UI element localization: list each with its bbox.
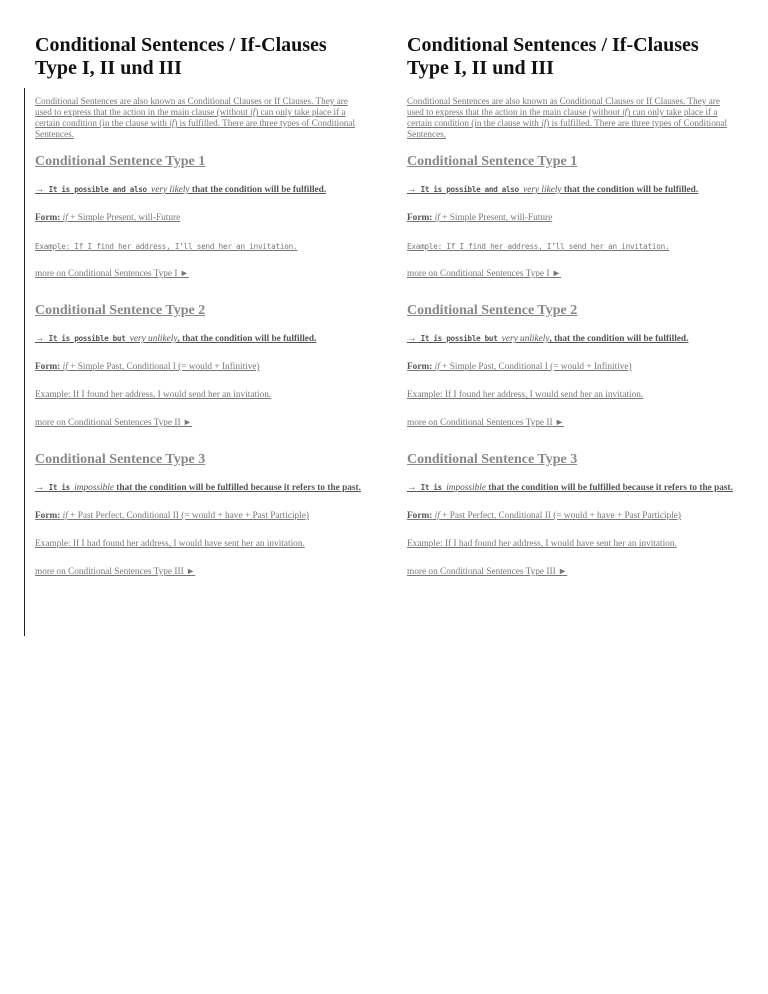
section-heading: Conditional Sentence Type 1 xyxy=(35,154,206,169)
intro-if-2: if xyxy=(169,118,175,128)
example-line: Example: If I found her address, I would send her an invitation. xyxy=(407,390,644,400)
example-line: Example: If I had found her address, I would have sent her an invitation. xyxy=(35,539,305,549)
margin-rule xyxy=(24,88,25,636)
form-label: Form: xyxy=(35,213,61,223)
form-if: if xyxy=(434,511,440,521)
lead-text-b: that the condition will be fulfilled. xyxy=(189,185,327,195)
section-heading: Conditional Sentence Type 2 xyxy=(407,303,578,318)
form-line xyxy=(35,511,365,522)
form-if: if xyxy=(434,213,440,223)
form-line xyxy=(407,362,737,373)
lead-text-b: that the condition will be fulfilled because it refers to the past. xyxy=(113,483,361,493)
section-type-3 xyxy=(35,452,365,578)
form-rest: + Simple Past, Conditional I (= would + Infinitive) xyxy=(439,362,632,372)
example-line: Example: If I had found her address, I would have sent her an invitation. xyxy=(407,539,677,549)
lead-emphasis: impossible xyxy=(446,483,486,493)
more-link-type-3[interactable]: more on Conditional Sentences Type III ► xyxy=(407,567,568,577)
condition-description xyxy=(407,482,737,494)
title-line-2: Type I, II und III xyxy=(35,57,182,79)
lead-text-a: It is possible and also xyxy=(416,185,524,194)
lead-text-b: , that the condition will be fulfilled. xyxy=(177,334,317,344)
lead-emphasis: impossible xyxy=(74,483,114,493)
intro-paragraph xyxy=(35,96,365,140)
intro-paragraph xyxy=(407,96,737,140)
section-type-2 xyxy=(35,303,365,429)
page-title xyxy=(407,34,737,80)
example-line: Example: If I find her address, I’ll send her an invitation. xyxy=(35,242,298,251)
condition-description xyxy=(35,333,365,345)
arrow-icon: → xyxy=(35,185,45,195)
lead-emphasis: very likely xyxy=(523,185,562,195)
more-link-type-2[interactable]: more on Conditional Sentences Type II ► xyxy=(407,418,565,428)
lead-emphasis: very unlikely xyxy=(501,334,550,344)
lead-text-a: It is possible but xyxy=(416,334,502,343)
arrow-icon: → xyxy=(35,334,45,344)
arrow-icon: → xyxy=(35,483,45,493)
section-heading: Conditional Sentence Type 3 xyxy=(35,452,206,467)
form-line xyxy=(35,213,365,224)
section-type-3 xyxy=(407,452,737,578)
page-title xyxy=(35,34,365,80)
form-label: Form: xyxy=(35,362,61,372)
lead-emphasis: very likely xyxy=(151,185,190,195)
form-label: Form: xyxy=(407,362,433,372)
intro-text-a: Conditional Sentences are also known as Conditional Clauses or If Clauses. They are used to express that the action in the main clause (without xyxy=(407,96,720,117)
form-if: if xyxy=(62,213,68,223)
form-rest: + Past Perfect, Conditional II (= would + have + Past Participle) xyxy=(67,511,310,521)
example-line: Example: If I found her address, I would send her an invitation. xyxy=(35,390,272,400)
right-column xyxy=(407,34,737,601)
form-line xyxy=(35,362,365,373)
intro-text-a: Conditional Sentences are also known as Conditional Clauses or If Clauses. They are used to express that the action in the main clause (without xyxy=(35,96,348,117)
form-label: Form: xyxy=(407,213,433,223)
condition-description xyxy=(407,184,737,196)
section-heading: Conditional Sentence Type 2 xyxy=(35,303,206,318)
arrow-icon: → xyxy=(407,334,417,344)
example-line: Example: If I find her address, I’ll send her an invitation. xyxy=(407,242,670,251)
lead-text-b: , that the condition will be fulfilled. xyxy=(549,334,689,344)
condition-description xyxy=(407,333,737,345)
section-heading: Conditional Sentence Type 1 xyxy=(407,154,578,169)
title-line-2: Type I, II und III xyxy=(407,57,554,79)
arrow-icon: → xyxy=(407,185,417,195)
more-link-type-1[interactable]: more on Conditional Sentences Type I ► xyxy=(407,269,562,279)
left-column xyxy=(35,34,365,601)
more-link-type-1[interactable]: more on Conditional Sentences Type I ► xyxy=(35,269,190,279)
intro-text-b: ) can only take place if a certain condition (in the clause with xyxy=(35,107,346,128)
form-line xyxy=(407,213,737,224)
form-line xyxy=(407,511,737,522)
intro-text-c: ) is fulfilled. There are three types of Conditional Sentences. xyxy=(407,118,728,139)
form-if: if xyxy=(62,511,68,521)
lead-text-a: It is possible and also xyxy=(44,185,152,194)
intro-if-1: if xyxy=(622,107,628,117)
form-rest: + Simple Present, will-Future xyxy=(439,213,553,223)
form-if: if xyxy=(434,362,440,372)
lead-text-a: It is possible but xyxy=(44,334,130,343)
lead-text-a: It is xyxy=(416,483,447,492)
intro-text-b: ) can only take place if a certain condition (in the clause with xyxy=(407,107,718,128)
form-rest: + Simple Present, will-Future xyxy=(67,213,181,223)
section-heading: Conditional Sentence Type 3 xyxy=(407,452,578,467)
form-rest: + Past Perfect, Conditional II (= would + have + Past Participle) xyxy=(439,511,682,521)
intro-if-2: if xyxy=(541,118,547,128)
intro-text-c: ) is fulfilled. There are three types of Conditional Sentences. xyxy=(35,118,356,139)
form-label: Form: xyxy=(35,511,61,521)
form-label: Form: xyxy=(407,511,433,521)
lead-text-b: that the condition will be fulfilled because it refers to the past. xyxy=(485,483,733,493)
lead-text-a: It is xyxy=(44,483,75,492)
condition-description xyxy=(35,184,365,196)
form-if: if xyxy=(62,362,68,372)
lead-text-b: that the condition will be fulfilled. xyxy=(561,185,699,195)
more-link-type-3[interactable]: more on Conditional Sentences Type III ► xyxy=(35,567,196,577)
more-link-type-2[interactable]: more on Conditional Sentences Type II ► xyxy=(35,418,193,428)
intro-if-1: if xyxy=(250,107,256,117)
lead-emphasis: very unlikely xyxy=(129,334,178,344)
section-type-1 xyxy=(407,154,737,280)
section-type-1 xyxy=(35,154,365,280)
form-rest: + Simple Past, Conditional I (= would + Infinitive) xyxy=(67,362,260,372)
title-line-1: Conditional Sentences / If-Clauses xyxy=(35,34,327,56)
section-type-2 xyxy=(407,303,737,429)
title-line-1: Conditional Sentences / If-Clauses xyxy=(407,34,699,56)
arrow-icon: → xyxy=(407,483,417,493)
condition-description xyxy=(35,482,365,494)
